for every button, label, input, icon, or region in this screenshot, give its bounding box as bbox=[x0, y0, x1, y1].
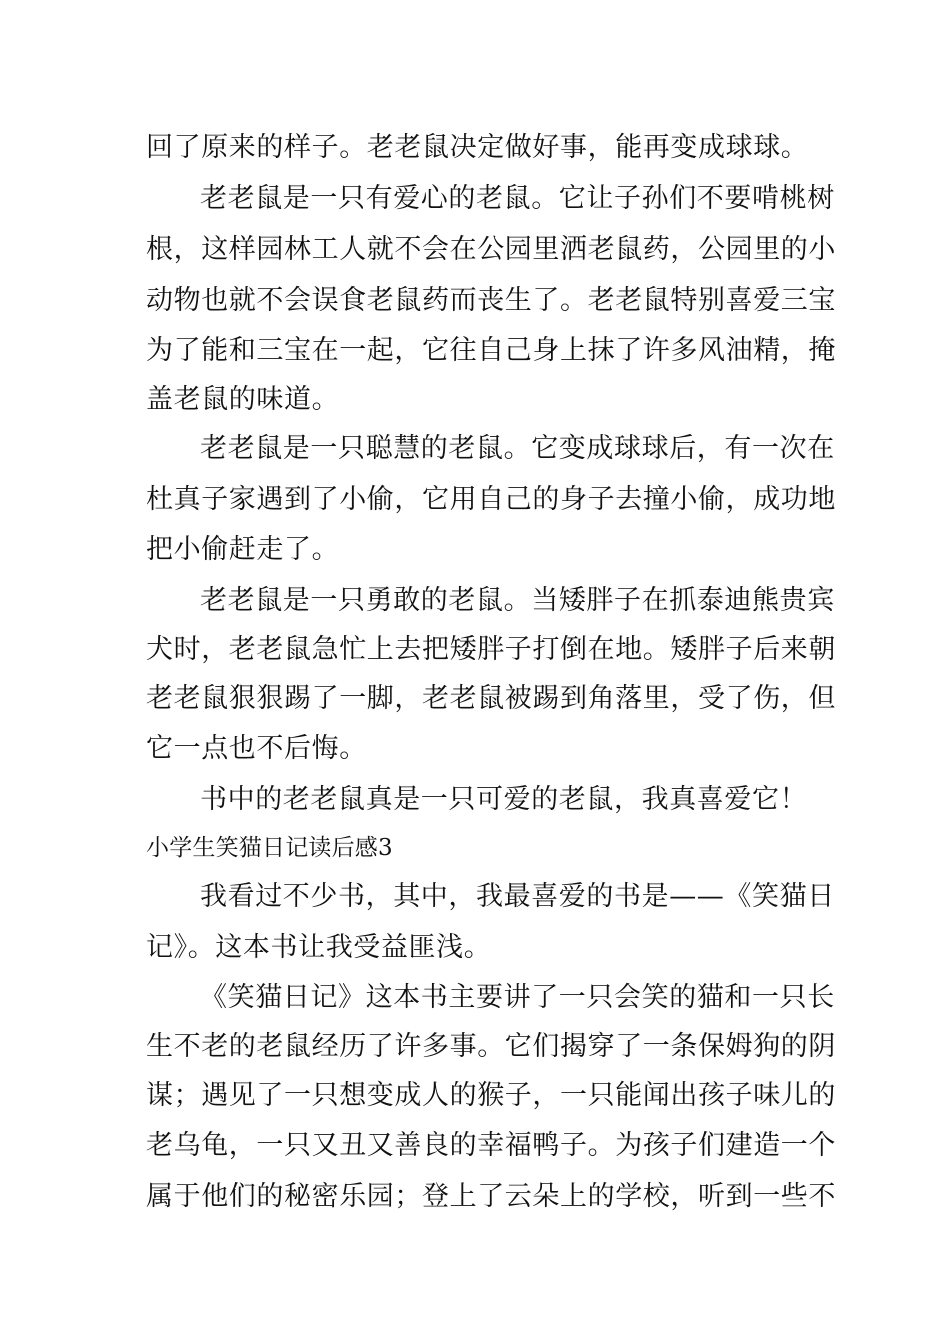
text-line-22: 属于他们的秘密乐园；登上了云朵上的学校，听到一些不 bbox=[146, 1181, 836, 1212]
text-line-7: 老老鼠是一只聪慧的老鼠。它变成球球后，有一次在 bbox=[200, 433, 835, 464]
text-line-12: 老老鼠狠狠踢了一脚，老老鼠被踢到角落里，受了伤，但 bbox=[146, 683, 836, 714]
text-line-1: 回了原来的样子。老老鼠决定做好事，能再变成球球。 bbox=[146, 132, 809, 163]
text-line-3: 根，这样园林工人就不会在公园里洒老鼠药，公园里的小 bbox=[146, 234, 836, 265]
text-line-6: 盖老鼠的味道。 bbox=[146, 384, 340, 415]
text-line-16: 我看过不少书，其中，我最喜爱的书是——《笑猫日 bbox=[200, 881, 835, 912]
text-line-18: 《笑猫日记》这本书主要讲了一只会笑的猫和一只长 bbox=[200, 982, 835, 1013]
text-line-20: 谋；遇见了一只想变成人的猴子，一只能闻出孩子味儿的 bbox=[146, 1080, 836, 1111]
text-line-10: 老老鼠是一只勇敢的老鼠。当矮胖子在抓泰迪熊贵宾 bbox=[200, 585, 835, 616]
text-line-2: 老老鼠是一只有爱心的老鼠。它让子孙们不要啃桃树 bbox=[200, 183, 835, 214]
section-heading: 小学生笑猫日记读后感3 bbox=[146, 835, 393, 861]
text-line-21: 老乌龟，一只又丑又善良的幸福鸭子。为孩子们建造一个 bbox=[146, 1130, 836, 1161]
text-line-8: 杜真子家遇到了小偷，它用自己的身子去撞小偷，成功地 bbox=[146, 484, 836, 515]
text-line-11: 犬时，老老鼠急忙上去把矮胖子打倒在地。矮胖子后来朝 bbox=[146, 634, 836, 665]
text-line-5: 为了能和三宝在一起，它往自己身上抹了许多风油精，掩 bbox=[146, 335, 836, 366]
text-line-17: 记》。这本书让我受益匪浅。 bbox=[146, 932, 492, 963]
text-line-9: 把小偷赶走了。 bbox=[146, 534, 340, 565]
text-line-19: 生不老的老鼠经历了许多事。它们揭穿了一条保姆狗的阴 bbox=[146, 1031, 836, 1062]
text-line-13: 它一点也不后悔。 bbox=[146, 733, 367, 764]
text-line-14: 书中的老老鼠真是一只可爱的老鼠，我真喜爱它！ bbox=[200, 784, 808, 815]
text-line-4: 动物也就不会误食老鼠药而丧生了。老老鼠特别喜爱三宝 bbox=[146, 285, 836, 316]
